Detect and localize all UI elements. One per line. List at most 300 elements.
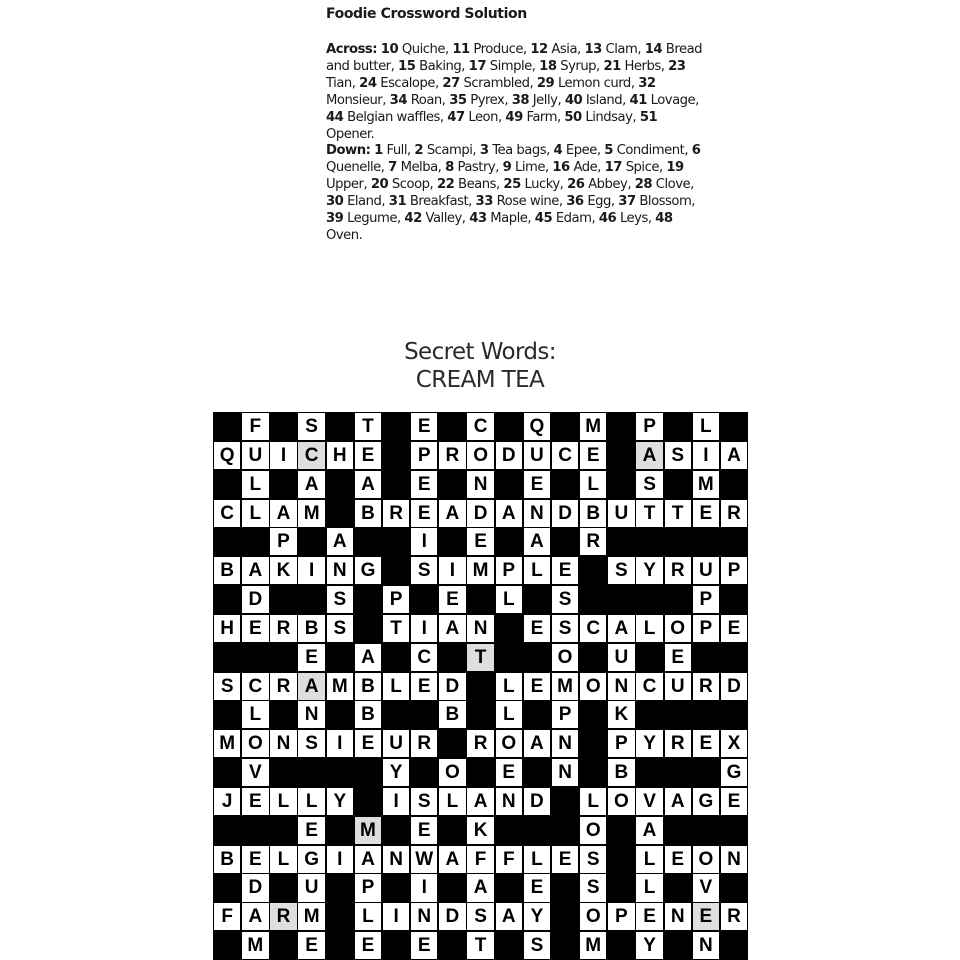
down-clue-number: 39: [326, 211, 344, 227]
across-clue-answer: Lindsay: [585, 109, 633, 125]
grid-cell: P: [411, 442, 437, 469]
grid-cell: B: [214, 846, 240, 873]
grid-cell: I: [693, 442, 719, 469]
across-clue-answer: Syrup: [560, 58, 597, 74]
grid-cell: L: [439, 788, 465, 815]
grid-cell: A: [467, 788, 493, 815]
down-clue-number: 1: [374, 143, 383, 159]
grid-cell: S: [580, 846, 606, 873]
grid-cell: E: [242, 615, 268, 642]
grid-cell: M: [298, 500, 324, 527]
grid-cell: N: [467, 615, 493, 642]
grid-cell: I: [298, 557, 324, 584]
across-clue-number: 24: [359, 75, 377, 91]
grid-cell: N: [496, 788, 522, 815]
grid-cell: B: [580, 500, 606, 527]
grid-cell: L: [298, 788, 324, 815]
across-answer-item: [564, 110, 632, 125]
grid-cell: I: [439, 557, 465, 584]
across-clue-answer: Produce: [473, 42, 523, 57]
across-clue-number: 10: [380, 42, 399, 57]
down-clue-answer: Epee: [565, 143, 597, 159]
down-clue-answer: Beans: [458, 177, 496, 193]
down-answer-item: [604, 143, 684, 158]
highlighted-grid-cell: M: [355, 817, 381, 844]
down-answer-item: [414, 143, 472, 158]
grid-cell: N: [693, 932, 719, 959]
grid-cell: I: [411, 874, 437, 901]
grid-cell: E: [636, 903, 662, 930]
grid-cell: P: [693, 615, 719, 642]
grid-cell: R: [665, 557, 691, 584]
across-clue-number: 50: [564, 109, 582, 125]
grid-cell: S: [411, 557, 437, 584]
grid-cell: S: [552, 615, 578, 642]
grid-cell: D: [552, 500, 578, 527]
solution-title: Foodie Crossword Solution: [326, 6, 527, 22]
down-answer-item: [635, 177, 690, 192]
grid-cell: E: [721, 615, 747, 642]
grid-cell: P: [693, 586, 719, 613]
grid-cell: R: [383, 500, 409, 527]
grid-cell: I: [270, 442, 296, 469]
grid-cell: A: [524, 528, 550, 555]
grid-cell: A: [721, 442, 747, 469]
grid-cell: A: [355, 471, 381, 498]
down-clue-number: 8: [445, 160, 454, 176]
grid-cell: L: [242, 471, 268, 498]
down-answer-item: [476, 194, 559, 209]
grid-cell: L: [355, 903, 381, 930]
grid-cell: P: [636, 413, 662, 440]
down-clue-number: 9: [502, 160, 512, 176]
across-clue-answer: Escalope: [380, 75, 435, 91]
grid-cell: F: [242, 413, 268, 440]
grid-cell: P: [552, 701, 578, 728]
across-clue-number: 15: [398, 58, 416, 74]
grid-cell: F: [214, 903, 240, 930]
across-answers: [326, 42, 706, 143]
down-clue-answer: Scampi: [426, 143, 473, 159]
down-clue-answer: Pastry: [457, 160, 496, 176]
down-clue-number: 28: [634, 177, 653, 193]
grid-cell: C: [467, 413, 493, 440]
grid-cell: S: [298, 730, 324, 757]
across-clue-number: 49: [505, 109, 523, 125]
across-clue-number: 29: [536, 75, 555, 91]
grid-cell: H: [214, 615, 240, 642]
across-answer-item: [398, 59, 461, 74]
across-clue-answer: Herbs: [624, 58, 661, 74]
grid-cell: M: [214, 730, 240, 757]
grid-cell: A: [242, 903, 268, 930]
grid-cell: M: [552, 673, 578, 700]
grid-cell: S: [608, 557, 634, 584]
grid-cell: E: [355, 730, 381, 757]
grid-cell: B: [355, 673, 381, 700]
down-clue-number: 2: [414, 143, 424, 159]
grid-cell: B: [608, 759, 634, 786]
grid-cell: M: [242, 932, 268, 959]
grid-cell: E: [411, 500, 437, 527]
across-answer-item: [390, 93, 442, 108]
down-answer-item: [567, 177, 627, 192]
grid-cell: C: [580, 615, 606, 642]
grid-cell: R: [721, 903, 747, 930]
grid-cell: A: [327, 528, 353, 555]
down-clue-number: 30: [326, 194, 344, 210]
down-answer-item: [535, 211, 592, 226]
grid-cell: O: [665, 615, 691, 642]
grid-cell: A: [439, 615, 465, 642]
across-clue-number: 40: [564, 92, 583, 108]
grid-cell: L: [496, 586, 522, 613]
down-clue-answer: Breakfast: [409, 194, 469, 210]
across-clue-answer: Scrambled: [463, 75, 530, 91]
down-answer-item: [437, 177, 496, 192]
grid-cell: O: [467, 442, 493, 469]
grid-cell: C: [552, 442, 578, 469]
grid-cell: N: [524, 500, 550, 527]
secret-words: [0, 338, 960, 394]
across-answer-item: [326, 110, 440, 125]
grid-cell: I: [327, 846, 353, 873]
across-clue-answer: Leon: [468, 109, 498, 125]
grid-cell: T: [665, 500, 691, 527]
grid-cell: U: [383, 730, 409, 757]
grid-cell: B: [214, 557, 240, 584]
across-answer-item: [381, 42, 445, 57]
grid-cell: M: [580, 932, 606, 959]
grid-cell: G: [721, 759, 747, 786]
grid-cell: I: [383, 788, 409, 815]
down-clue-number: 20: [370, 177, 389, 193]
grid-cell: E: [242, 846, 268, 873]
down-clue-number: 16: [552, 160, 570, 176]
highlighted-grid-cell: A: [298, 673, 324, 700]
down-clue-answer: Oven.: [326, 227, 363, 243]
highlighted-grid-cell: A: [636, 442, 662, 469]
grid-cell: E: [439, 586, 465, 613]
grid-cell: N: [721, 846, 747, 873]
across-clue-answer: Tian: [326, 75, 352, 91]
grid-cell: L: [636, 615, 662, 642]
grid-cell: R: [270, 615, 296, 642]
grid-cell: P: [608, 903, 634, 930]
grid-cell: I: [383, 903, 409, 930]
across-clue-number: 44: [326, 109, 344, 125]
grid-cell: E: [355, 442, 381, 469]
highlighted-grid-cell: C: [298, 442, 324, 469]
down-clue-answer: Blossom: [639, 194, 692, 210]
across-clue-answer: Pyrex: [470, 92, 505, 108]
across-answer-item: [537, 76, 631, 91]
grid-cell: E: [524, 471, 550, 498]
across-clue-answer: Quiche: [401, 42, 445, 57]
grid-cell: K: [608, 701, 634, 728]
grid-cell: P: [608, 730, 634, 757]
grid-cell: E: [411, 932, 437, 959]
across-clue-answer: Baking: [419, 58, 462, 74]
down-clue-number: 42: [404, 211, 422, 227]
grid-cell: E: [552, 557, 578, 584]
grid-cell: Y: [636, 730, 662, 757]
across-clue-answer: Clam: [605, 42, 638, 57]
grid-cell: T: [383, 615, 409, 642]
grid-cell: L: [524, 846, 550, 873]
grid-cell: N: [327, 557, 353, 584]
across-answer-item: [469, 59, 532, 74]
grid-cell: R: [439, 442, 465, 469]
grid-cell: U: [298, 874, 324, 901]
grid-cell: B: [298, 615, 324, 642]
down-clue-answer: Lucky: [524, 177, 560, 193]
highlighted-grid-cell: R: [270, 903, 296, 930]
down-clue-answer: Legume: [347, 211, 397, 227]
down-clue-number: 46: [598, 211, 617, 227]
down-clue-answer: Valley: [425, 211, 462, 227]
grid-cell: N: [552, 759, 578, 786]
grid-cell: M: [580, 413, 606, 440]
down-answer-item: [566, 194, 611, 209]
grid-cell: M: [467, 557, 493, 584]
secret-words-answer: CREAM TEA: [415, 367, 545, 393]
across-clue-number: 41: [629, 92, 647, 108]
down-clue-number: 48: [655, 211, 673, 227]
grid-cell: E: [298, 644, 324, 671]
grid-cell: L: [636, 846, 662, 873]
down-clue-number: 43: [469, 211, 487, 227]
down-answer-item: [618, 194, 691, 209]
grid-cell: O: [552, 644, 578, 671]
grid-cell: A: [439, 846, 465, 873]
grid-cell: M: [327, 673, 353, 700]
grid-cell: S: [467, 903, 493, 930]
across-clue-answer: Bread and butter: [326, 42, 703, 74]
grid-cell: E: [242, 788, 268, 815]
grid-cell: P: [270, 528, 296, 555]
across-label: Across:: [326, 42, 378, 57]
grid-cell: N: [665, 903, 691, 930]
down-answer-item: [554, 143, 597, 158]
across-clue-number: 12: [530, 42, 548, 57]
grid-cell: N: [552, 730, 578, 757]
grid-cell: M: [693, 471, 719, 498]
grid-cell: P: [383, 586, 409, 613]
grid-cell: E: [496, 759, 522, 786]
grid-cell: L: [580, 788, 606, 815]
grid-cell: O: [580, 673, 606, 700]
grid-cell: L: [270, 788, 296, 815]
grid-cell: D: [721, 673, 747, 700]
grid-cell: N: [608, 673, 634, 700]
across-clue-number: 18: [539, 58, 557, 74]
down-answer-item: [605, 160, 659, 175]
across-answer-item: [565, 93, 622, 108]
across-clue-number: 27: [442, 75, 460, 91]
grid-cell: L: [496, 673, 522, 700]
across-clue-answer: Asia: [551, 42, 578, 57]
grid-cell: A: [665, 788, 691, 815]
grid-cell: V: [636, 788, 662, 815]
across-clue-number: 17: [468, 58, 487, 74]
grid-cell: S: [580, 874, 606, 901]
grid-cell: L: [383, 673, 409, 700]
down-clue-number: 37: [618, 194, 636, 210]
grid-cell: S: [552, 586, 578, 613]
grid-cell: B: [355, 701, 381, 728]
grid-cell: E: [524, 673, 550, 700]
grid-cell: D: [496, 442, 522, 469]
grid-cell: D: [439, 673, 465, 700]
across-answer-item: [539, 59, 596, 74]
across-answer-item: [447, 110, 498, 125]
grid-cell: Y: [327, 788, 353, 815]
grid-cell: R: [467, 730, 493, 757]
down-clue-answer: Eland: [347, 194, 382, 210]
grid-cell: Y: [636, 557, 662, 584]
down-clue-answer: Ade: [573, 160, 598, 176]
down-clue-number: 17: [604, 160, 622, 176]
across-answer-list: 10 Quiche, 11 Produce, 12 Asia, 13 Clam, 14 Bread and butter, 15 Baking, 17 Simple, 18 Syrup, 21 Herbs, 23 Tian, 24 Escalope, 27 Scrambled, 29 Lemon curd, 32 Monsieur, 34 Roan, 35 Pyrex, 38 Jelly, 40 Island, 41 Lovage, 44 Belgian waffles, 47 Leon, 49 Farm, 50 Lindsay, 51 Opener.: [326, 42, 703, 142]
down-clue-answer: Scoop: [391, 177, 430, 193]
grid-cell: E: [298, 932, 324, 959]
grid-cell: R: [580, 528, 606, 555]
grid-cell: D: [439, 903, 465, 930]
grid-cell: N: [411, 903, 437, 930]
grid-cell: C: [242, 673, 268, 700]
grid-cell: R: [693, 673, 719, 700]
grid-cell: F: [496, 846, 522, 873]
grid-cell: H: [327, 442, 353, 469]
grid-cell: A: [298, 471, 324, 498]
grid-cell: A: [439, 500, 465, 527]
across-answer-item: [584, 42, 637, 57]
across-clue-number: 35: [449, 92, 467, 108]
across-answer-item: [359, 76, 435, 91]
grid-cell: E: [524, 874, 550, 901]
grid-cell: D: [467, 500, 493, 527]
grid-cell: I: [411, 615, 437, 642]
grid-cell: R: [411, 730, 437, 757]
grid-cell: O: [608, 788, 634, 815]
grid-cell: G: [298, 846, 324, 873]
grid-cell: Q: [524, 413, 550, 440]
grid-cell: Q: [214, 442, 240, 469]
down-answer-item: [445, 160, 495, 175]
grid-cell: E: [355, 932, 381, 959]
grid-cell: S: [327, 615, 353, 642]
grid-cell: U: [242, 442, 268, 469]
down-clue-number: 25: [503, 177, 521, 193]
grid-cell: E: [411, 471, 437, 498]
grid-cell: C: [411, 644, 437, 671]
down-answer-item: [552, 160, 597, 175]
grid-cell: O: [242, 730, 268, 757]
grid-cell: T: [355, 413, 381, 440]
down-clue-answer: Rose wine: [496, 194, 559, 210]
down-answer-item: [480, 143, 546, 158]
down-clue-number: 26: [567, 177, 585, 193]
grid-cell: P: [355, 874, 381, 901]
across-clue-answer: Lovage: [650, 92, 696, 108]
grid-cell: A: [496, 500, 522, 527]
down-answer-item: [326, 211, 397, 226]
grid-cell: A: [242, 557, 268, 584]
grid-cell: A: [467, 874, 493, 901]
grid-cell: X: [721, 730, 747, 757]
grid-cell: I: [327, 730, 353, 757]
highlighted-grid-cell: E: [693, 903, 719, 930]
down-answer-item: [503, 160, 545, 175]
grid-cell: N: [383, 846, 409, 873]
down-answer-list: 1 Full, 2 Scampi, 3 Tea bags, 4 Epee, 5 Condiment, 6 Quenelle, 7 Melba, 8 Pastry, 9 Lime, 16 Ade, 17 Spice, 19 Upper, 20 Scoop, 22 Beans, 25 Lucky, 26 Abbey, 28 Clove, 30 Eland, 31 Breakfast, 33 Rose wine, 36 Egg, 37 Blossom, 39 Legume, 42 Valley, 43 Maple, 45 Edam, 46 Leys, 48 Oven.: [326, 143, 701, 243]
grid-cell: Y: [636, 932, 662, 959]
grid-cell: L: [636, 874, 662, 901]
grid-cell: N: [270, 730, 296, 757]
grid-cell: N: [467, 471, 493, 498]
grid-cell: E: [693, 500, 719, 527]
grid-cell: A: [355, 644, 381, 671]
grid-cell: T: [636, 500, 662, 527]
grid-cell: S: [298, 413, 324, 440]
grid-cell: S: [214, 673, 240, 700]
across-answer-item: [449, 93, 504, 108]
down-clue-answer: Upper: [326, 177, 364, 193]
down-clue-number: 6: [691, 143, 701, 159]
across-clue-number: 21: [603, 58, 621, 74]
grid-cell: O: [580, 903, 606, 930]
down-clue-answer: Spice: [625, 160, 659, 176]
down-clue-number: 22: [436, 177, 455, 193]
grid-cell: L: [496, 701, 522, 728]
across-clue-number: 51: [639, 109, 658, 125]
down-clue-answer: Tea bags: [492, 143, 547, 159]
grid-cell: R: [270, 673, 296, 700]
grid-cell: D: [524, 788, 550, 815]
across-clue-number: 23: [668, 58, 686, 74]
grid-cell: Y: [524, 903, 550, 930]
grid-cell: L: [580, 471, 606, 498]
grid-cell: W: [411, 846, 437, 873]
grid-cell: A: [355, 846, 381, 873]
grid-cell: E: [665, 644, 691, 671]
grid-cell: E: [524, 615, 550, 642]
grid-cell: B: [355, 500, 381, 527]
grid-cell: O: [580, 817, 606, 844]
across-answer-item: [505, 110, 557, 125]
crossword-grid: [213, 412, 748, 960]
down-answer-item: [389, 194, 468, 209]
across-clue-number: 14: [644, 42, 663, 57]
grid-cell: K: [270, 557, 296, 584]
down-clue-answer: Full: [386, 143, 408, 159]
down-clue-number: 5: [604, 143, 613, 159]
grid-cell: A: [608, 615, 634, 642]
grid-cell: E: [411, 673, 437, 700]
grid-cell: O: [693, 846, 719, 873]
down-clue-number: 36: [566, 194, 584, 210]
down-answer-item: [374, 143, 407, 158]
across-answer-item: [603, 59, 660, 74]
grid-cell: E: [552, 846, 578, 873]
across-answer-item: [630, 93, 696, 108]
grid-cell: U: [665, 673, 691, 700]
grid-cell: G: [355, 557, 381, 584]
across-answer-item: [512, 93, 558, 108]
grid-cell: C: [636, 673, 662, 700]
across-clue-answer: Island: [585, 92, 623, 108]
